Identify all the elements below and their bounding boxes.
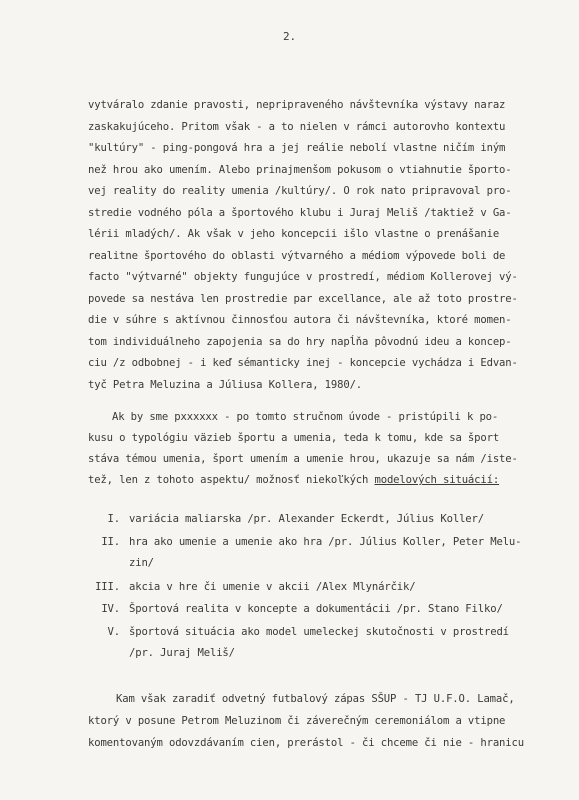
text-line: ciu /z odbobnej - i keď sémanticky inej - koncepcie vychádza i Edvan-	[88, 357, 518, 369]
text-line: povede sa nestáva len prostredie par excellance, ale až toto prostre-	[88, 292, 518, 305]
list-item-text: hra ako umenie a umenie ako hra /pr. Július Koller, Peter Melu-	[129, 536, 522, 548]
list-numeral: V.	[107, 626, 120, 638]
list-item-text: akcia v hre či umenie v akcii /Alex Mlynárčik/	[129, 581, 416, 593]
text-line: zaskakujúceho. Pritom však - a to nielen v rámci autorovho kontextu	[88, 120, 506, 133]
list-numeral: II.	[101, 536, 120, 548]
text-line: vej reality do reality umenia /kultúry/. O rok nato pripravoval pro-	[88, 185, 512, 197]
text-line: realitne športového do oblasti výtvarného a médiom výpovede boli de	[88, 249, 506, 262]
text-line: vytváralo zdanie pravosti, nepripraveného návštevníka výstavy naraz	[88, 99, 506, 111]
page-number: 2.	[283, 30, 296, 43]
text-line: stáva témou umenia, šport umením a umenie hrou, ukazuje sa nám /iste-	[88, 453, 518, 465]
underlined-phrase: modelových situácií:	[374, 474, 500, 486]
text-line: Kam však zaradiť odvetný futbalový zápas SŠUP - TJ U.F.O. Lamač,	[116, 693, 515, 705]
text-line: tež, len z tohoto aspektu/ možnosť niekoľkých modelových situácií:	[88, 474, 500, 486]
text-line: lérii mladých/. Ak však v jeho koncepcii išlo vlastne o prenášanie	[88, 228, 500, 240]
text-line: než hrou ako umením. Alebo prinajmenšom pokusom o vtiahnutie športo-	[88, 163, 512, 176]
text-line: Ak by sme pxxxxxx - po tomto stručnom úvode - pristúpili k po-	[112, 411, 499, 423]
list-item-text: Športová realita v koncepte a dokumentácii /pr. Stano Filko/	[129, 603, 503, 615]
text-line: tom individuálneho zapojenia sa do hry napĺňa pôvodnú ideu a koncep-	[88, 335, 512, 348]
text-line: tyč Petra Meluzina a Júliusa Kollera, 1980/.	[88, 378, 363, 391]
list-item-text: variácia maliarska /pr. Alexander Eckerdt, Július Koller/	[129, 513, 484, 525]
list-numeral: I.	[107, 513, 120, 525]
text-line: komentovaným odovzdávaním cien, prerástol - či chceme či nie - hranicu	[88, 737, 524, 749]
text-line: facto "výtvarné" objekty fungujúce v prostredí, médiom Kollerovej vý-	[88, 271, 518, 283]
list-item-text: /pr. Juraj Meliš/	[129, 647, 235, 659]
text-line: "kultúry" - ping-pongová hra a jej reálie nebolí vlastne ničím iným	[88, 142, 506, 154]
text-line: stredie vodného póla a športového klubu i Juraj Meliš /taktiež v Ga-	[88, 206, 512, 219]
text-line: ktorý v posune Petrom Meluzinom či záverečným ceremoniálom a vtipne	[88, 715, 506, 727]
text-line: kusu o typológiu väzieb športu a umenia, teda k tomu, kde sa šport	[88, 432, 500, 444]
list-numeral: III.	[95, 581, 120, 593]
list-numeral: IV.	[101, 603, 120, 615]
list-item-text: zin/	[129, 557, 154, 569]
text-line: die v súhre s aktívnou činnosťou autora či návštevníka, ktoré momen-	[88, 314, 512, 326]
list-item-text: športová situácia ako model umeleckej skutočnosti v prostredí	[129, 626, 509, 638]
